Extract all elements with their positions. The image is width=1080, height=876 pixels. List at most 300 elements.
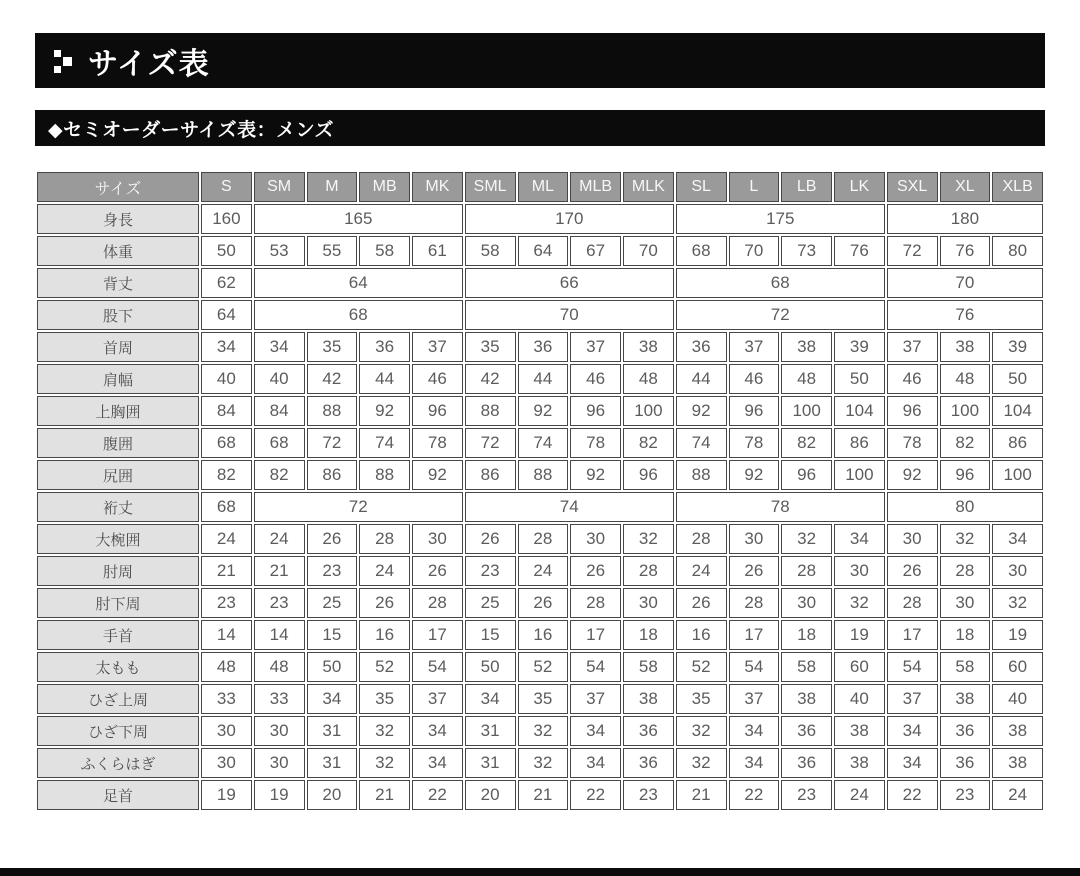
size-value-cell: 72 <box>254 492 463 522</box>
measurement-label: 股下 <box>37 300 199 330</box>
size-value-cell: 22 <box>412 780 463 810</box>
size-value-cell: 50 <box>307 652 358 682</box>
size-value-cell: 33 <box>201 684 252 714</box>
size-value-cell: 80 <box>887 492 1043 522</box>
size-value-cell: 34 <box>465 684 516 714</box>
size-value-cell: 48 <box>781 364 832 394</box>
size-value-cell: 68 <box>676 268 885 298</box>
size-value-cell: 42 <box>307 364 358 394</box>
size-value-cell: 78 <box>729 428 780 458</box>
measurement-label: 足首 <box>37 780 199 810</box>
size-value-cell: 92 <box>570 460 621 490</box>
size-value-cell: 22 <box>570 780 621 810</box>
size-column-header: MLK <box>623 172 674 202</box>
size-value-cell: 175 <box>676 204 885 234</box>
size-value-cell: 92 <box>729 460 780 490</box>
size-value-cell: 34 <box>254 332 305 362</box>
size-value-cell: 160 <box>201 204 252 234</box>
size-value-cell: 39 <box>834 332 885 362</box>
size-value-cell: 36 <box>623 716 674 746</box>
size-value-cell: 70 <box>623 236 674 266</box>
size-value-cell: 70 <box>887 268 1043 298</box>
size-column-header: LB <box>781 172 832 202</box>
size-value-cell: 58 <box>623 652 674 682</box>
size-value-cell: 23 <box>201 588 252 618</box>
size-value-cell: 18 <box>623 620 674 650</box>
size-value-cell: 68 <box>254 300 463 330</box>
size-value-cell: 96 <box>729 396 780 426</box>
size-value-cell: 100 <box>623 396 674 426</box>
size-value-cell: 86 <box>465 460 516 490</box>
size-value-cell: 34 <box>412 716 463 746</box>
size-value-cell: 82 <box>201 460 252 490</box>
size-value-cell: 36 <box>940 716 991 746</box>
size-value-cell: 38 <box>623 332 674 362</box>
size-value-cell: 86 <box>307 460 358 490</box>
size-value-cell: 74 <box>676 428 727 458</box>
size-value-cell: 23 <box>940 780 991 810</box>
size-value-cell: 30 <box>254 748 305 778</box>
size-value-cell: 68 <box>254 428 305 458</box>
size-value-cell: 37 <box>887 332 938 362</box>
size-value-cell: 42 <box>465 364 516 394</box>
size-value-cell: 74 <box>465 492 674 522</box>
size-value-cell: 32 <box>359 748 410 778</box>
size-value-cell: 23 <box>465 556 516 586</box>
size-value-cell: 74 <box>518 428 569 458</box>
size-value-cell: 39 <box>992 332 1043 362</box>
size-value-cell: 78 <box>412 428 463 458</box>
table-row <box>37 748 1043 778</box>
size-value-cell: 23 <box>307 556 358 586</box>
size-value-cell: 72 <box>887 236 938 266</box>
size-table-body <box>37 204 1043 810</box>
table-row <box>37 236 1043 266</box>
section-title-bar <box>35 110 1045 146</box>
size-value-cell: 34 <box>729 748 780 778</box>
size-value-cell: 96 <box>781 460 832 490</box>
size-value-cell: 92 <box>887 460 938 490</box>
size-value-cell: 48 <box>940 364 991 394</box>
size-value-cell: 23 <box>254 588 305 618</box>
size-value-cell: 38 <box>781 684 832 714</box>
size-value-cell: 58 <box>940 652 991 682</box>
size-column-header: M <box>307 172 358 202</box>
size-value-cell: 30 <box>729 524 780 554</box>
size-value-cell: 52 <box>676 652 727 682</box>
size-value-cell: 19 <box>992 620 1043 650</box>
size-value-cell: 37 <box>729 332 780 362</box>
measurement-label: ふくらはぎ <box>37 748 199 778</box>
size-value-cell: 61 <box>412 236 463 266</box>
size-column-header: MK <box>412 172 463 202</box>
size-value-cell: 44 <box>518 364 569 394</box>
size-value-cell: 19 <box>834 620 885 650</box>
size-value-cell: 28 <box>676 524 727 554</box>
size-value-cell: 37 <box>412 684 463 714</box>
table-row <box>37 396 1043 426</box>
table-row <box>37 332 1043 362</box>
size-value-cell: 50 <box>465 652 516 682</box>
size-value-cell: 60 <box>834 652 885 682</box>
size-value-cell: 17 <box>887 620 938 650</box>
size-value-cell: 23 <box>781 780 832 810</box>
size-value-cell: 37 <box>570 684 621 714</box>
size-value-cell: 25 <box>307 588 358 618</box>
size-value-cell: 20 <box>307 780 358 810</box>
size-value-cell: 37 <box>729 684 780 714</box>
measurement-label: 肘周 <box>37 556 199 586</box>
size-value-cell: 26 <box>412 556 463 586</box>
size-value-cell: 50 <box>201 236 252 266</box>
size-value-cell: 36 <box>781 748 832 778</box>
size-value-cell: 23 <box>623 780 674 810</box>
measurement-label: 大椀囲 <box>37 524 199 554</box>
size-value-cell: 32 <box>676 716 727 746</box>
size-value-cell: 18 <box>781 620 832 650</box>
size-value-cell: 38 <box>623 684 674 714</box>
size-column-header: SXL <box>887 172 938 202</box>
size-value-cell: 16 <box>676 620 727 650</box>
size-value-cell: 32 <box>992 588 1043 618</box>
size-value-cell: 32 <box>518 716 569 746</box>
table-row <box>37 588 1043 618</box>
size-value-cell: 16 <box>518 620 569 650</box>
size-value-cell: 46 <box>729 364 780 394</box>
size-value-cell: 50 <box>834 364 885 394</box>
size-value-cell: 78 <box>887 428 938 458</box>
size-value-cell: 36 <box>623 748 674 778</box>
size-value-cell: 37 <box>412 332 463 362</box>
size-value-cell: 38 <box>992 716 1043 746</box>
size-value-cell: 28 <box>412 588 463 618</box>
size-value-cell: 24 <box>518 556 569 586</box>
size-value-cell: 28 <box>518 524 569 554</box>
size-value-cell: 30 <box>940 588 991 618</box>
size-value-cell: 34 <box>887 716 938 746</box>
size-value-cell: 38 <box>781 332 832 362</box>
size-value-cell: 54 <box>412 652 463 682</box>
size-value-cell: 44 <box>359 364 410 394</box>
size-value-cell: 48 <box>201 652 252 682</box>
size-value-cell: 165 <box>254 204 463 234</box>
size-value-cell: 36 <box>359 332 410 362</box>
size-value-cell: 70 <box>729 236 780 266</box>
size-value-cell: 36 <box>781 716 832 746</box>
size-value-cell: 28 <box>887 588 938 618</box>
table-row <box>37 492 1043 522</box>
size-value-cell: 88 <box>359 460 410 490</box>
size-value-cell: 96 <box>623 460 674 490</box>
size-value-cell: 74 <box>359 428 410 458</box>
size-value-cell: 34 <box>570 748 621 778</box>
size-value-cell: 24 <box>254 524 305 554</box>
size-value-cell: 30 <box>201 716 252 746</box>
size-value-cell: 35 <box>307 332 358 362</box>
size-value-cell: 64 <box>254 268 463 298</box>
size-value-cell: 18 <box>940 620 991 650</box>
size-value-cell: 46 <box>570 364 621 394</box>
size-value-cell: 96 <box>570 396 621 426</box>
size-column-header: SL <box>676 172 727 202</box>
size-value-cell: 32 <box>359 716 410 746</box>
size-value-cell: 84 <box>201 396 252 426</box>
measurement-label: 上胸囲 <box>37 396 199 426</box>
size-value-cell: 20 <box>465 780 516 810</box>
table-row <box>37 716 1043 746</box>
size-value-cell: 40 <box>992 684 1043 714</box>
size-value-cell: 24 <box>676 556 727 586</box>
size-value-cell: 76 <box>940 236 991 266</box>
size-value-cell: 78 <box>570 428 621 458</box>
size-value-cell: 88 <box>307 396 358 426</box>
size-value-cell: 30 <box>254 716 305 746</box>
size-value-cell: 40 <box>834 684 885 714</box>
size-value-cell: 58 <box>465 236 516 266</box>
size-value-cell: 76 <box>834 236 885 266</box>
size-value-cell: 78 <box>676 492 885 522</box>
measurement-label: 首周 <box>37 332 199 362</box>
size-value-cell: 82 <box>623 428 674 458</box>
size-value-cell: 72 <box>465 428 516 458</box>
size-table-corner-header: サイズ <box>37 172 199 202</box>
table-row <box>37 268 1043 298</box>
size-value-cell: 40 <box>254 364 305 394</box>
size-value-cell: 32 <box>676 748 727 778</box>
size-value-cell: 58 <box>359 236 410 266</box>
size-value-cell: 100 <box>940 396 991 426</box>
size-column-header: S <box>201 172 252 202</box>
size-value-cell: 21 <box>359 780 410 810</box>
size-value-cell: 60 <box>992 652 1043 682</box>
size-value-cell: 28 <box>570 588 621 618</box>
measurement-label: 肩幅 <box>37 364 199 394</box>
size-value-cell: 64 <box>201 300 252 330</box>
size-value-cell: 38 <box>940 332 991 362</box>
next-section-bar-cropped <box>0 868 1080 876</box>
size-value-cell: 26 <box>570 556 621 586</box>
measurement-label: 腹囲 <box>37 428 199 458</box>
size-value-cell: 30 <box>834 556 885 586</box>
table-row <box>37 684 1043 714</box>
measurement-label: 体重 <box>37 236 199 266</box>
size-value-cell: 54 <box>570 652 621 682</box>
size-value-cell: 28 <box>729 588 780 618</box>
size-value-cell: 21 <box>518 780 569 810</box>
size-value-cell: 44 <box>676 364 727 394</box>
size-value-cell: 26 <box>307 524 358 554</box>
size-value-cell: 31 <box>465 748 516 778</box>
size-value-cell: 64 <box>518 236 569 266</box>
size-value-cell: 30 <box>570 524 621 554</box>
size-value-cell: 46 <box>412 364 463 394</box>
size-value-cell: 88 <box>676 460 727 490</box>
size-value-cell: 24 <box>834 780 885 810</box>
size-value-cell: 34 <box>992 524 1043 554</box>
table-row <box>37 780 1043 810</box>
size-value-cell: 19 <box>254 780 305 810</box>
section-title: ◆セミオーダーサイズ表：メンズ <box>48 119 335 141</box>
measurement-label: ひざ下周 <box>37 716 199 746</box>
table-row <box>37 428 1043 458</box>
size-value-cell: 32 <box>623 524 674 554</box>
size-value-cell: 26 <box>465 524 516 554</box>
size-column-header: ML <box>518 172 569 202</box>
size-value-cell: 58 <box>781 652 832 682</box>
size-value-cell: 28 <box>940 556 991 586</box>
size-value-cell: 66 <box>465 268 674 298</box>
size-value-cell: 17 <box>412 620 463 650</box>
size-value-cell: 26 <box>887 556 938 586</box>
size-value-cell: 46 <box>887 364 938 394</box>
size-value-cell: 19 <box>201 780 252 810</box>
size-value-cell: 26 <box>729 556 780 586</box>
size-value-cell: 82 <box>940 428 991 458</box>
size-value-cell: 35 <box>359 684 410 714</box>
size-value-cell: 67 <box>570 236 621 266</box>
size-value-cell: 30 <box>623 588 674 618</box>
size-value-cell: 72 <box>676 300 885 330</box>
size-value-cell: 15 <box>307 620 358 650</box>
size-value-cell: 170 <box>465 204 674 234</box>
size-value-cell: 72 <box>307 428 358 458</box>
size-value-cell: 92 <box>359 396 410 426</box>
size-value-cell: 30 <box>992 556 1043 586</box>
size-value-cell: 24 <box>359 556 410 586</box>
size-value-cell: 84 <box>254 396 305 426</box>
size-value-cell: 32 <box>518 748 569 778</box>
size-value-cell: 25 <box>465 588 516 618</box>
size-value-cell: 37 <box>887 684 938 714</box>
table-row <box>37 300 1043 330</box>
size-value-cell: 24 <box>201 524 252 554</box>
size-column-header: MLB <box>570 172 621 202</box>
size-value-cell: 70 <box>465 300 674 330</box>
size-value-cell: 96 <box>887 396 938 426</box>
size-value-cell: 17 <box>570 620 621 650</box>
size-value-cell: 30 <box>412 524 463 554</box>
table-row <box>37 364 1043 394</box>
size-value-cell: 55 <box>307 236 358 266</box>
size-value-cell: 92 <box>412 460 463 490</box>
size-column-header: LK <box>834 172 885 202</box>
size-value-cell: 38 <box>834 716 885 746</box>
page-title-bar <box>35 33 1045 88</box>
size-value-cell: 36 <box>676 332 727 362</box>
size-value-cell: 52 <box>518 652 569 682</box>
size-value-cell: 38 <box>940 684 991 714</box>
measurement-label: 背丈 <box>37 268 199 298</box>
measurement-label: 裄丈 <box>37 492 199 522</box>
table-row <box>37 652 1043 682</box>
size-value-cell: 104 <box>834 396 885 426</box>
size-value-cell: 180 <box>887 204 1043 234</box>
table-row <box>37 204 1043 234</box>
size-value-cell: 35 <box>465 332 516 362</box>
measurement-label: 手首 <box>37 620 199 650</box>
size-value-cell: 50 <box>992 364 1043 394</box>
size-value-cell: 86 <box>992 428 1043 458</box>
size-value-cell: 30 <box>887 524 938 554</box>
size-value-cell: 100 <box>992 460 1043 490</box>
size-value-cell: 86 <box>834 428 885 458</box>
size-value-cell: 52 <box>359 652 410 682</box>
size-value-cell: 73 <box>781 236 832 266</box>
size-value-cell: 53 <box>254 236 305 266</box>
size-value-cell: 62 <box>201 268 252 298</box>
size-value-cell: 21 <box>676 780 727 810</box>
size-column-header: XL <box>940 172 991 202</box>
size-value-cell: 26 <box>676 588 727 618</box>
size-value-cell: 80 <box>992 236 1043 266</box>
size-value-cell: 35 <box>676 684 727 714</box>
size-value-cell: 22 <box>729 780 780 810</box>
size-column-header: XLB <box>992 172 1043 202</box>
size-value-cell: 30 <box>781 588 832 618</box>
table-row <box>37 556 1043 586</box>
size-value-cell: 33 <box>254 684 305 714</box>
size-value-cell: 34 <box>307 684 358 714</box>
size-value-cell: 92 <box>518 396 569 426</box>
size-value-cell: 32 <box>940 524 991 554</box>
size-value-cell: 68 <box>201 492 252 522</box>
size-value-cell: 26 <box>359 588 410 618</box>
size-value-cell: 31 <box>307 748 358 778</box>
pixel-arrow-icon <box>53 47 75 74</box>
table-row <box>37 460 1043 490</box>
size-value-cell: 15 <box>465 620 516 650</box>
size-value-cell: 31 <box>307 716 358 746</box>
size-value-cell: 96 <box>412 396 463 426</box>
size-value-cell: 28 <box>623 556 674 586</box>
size-value-cell: 68 <box>201 428 252 458</box>
size-value-cell: 100 <box>781 396 832 426</box>
size-value-cell: 40 <box>201 364 252 394</box>
size-value-cell: 28 <box>359 524 410 554</box>
size-value-cell: 38 <box>834 748 885 778</box>
size-value-cell: 26 <box>518 588 569 618</box>
size-column-header: SM <box>254 172 305 202</box>
size-value-cell: 104 <box>992 396 1043 426</box>
size-value-cell: 21 <box>201 556 252 586</box>
size-value-cell: 68 <box>676 236 727 266</box>
measurement-label: 身長 <box>37 204 199 234</box>
size-value-cell: 88 <box>518 460 569 490</box>
table-row <box>37 620 1043 650</box>
size-header-row <box>37 172 1043 202</box>
size-value-cell: 96 <box>940 460 991 490</box>
size-value-cell: 14 <box>254 620 305 650</box>
size-value-cell: 17 <box>729 620 780 650</box>
size-value-cell: 48 <box>623 364 674 394</box>
measurement-label: 肘下周 <box>37 588 199 618</box>
measurement-label: 尻囲 <box>37 460 199 490</box>
size-value-cell: 82 <box>254 460 305 490</box>
size-value-cell: 30 <box>201 748 252 778</box>
size-value-cell: 35 <box>518 684 569 714</box>
size-table <box>35 170 1045 812</box>
size-value-cell: 34 <box>412 748 463 778</box>
size-value-cell: 37 <box>570 332 621 362</box>
measurement-label: 太もも <box>37 652 199 682</box>
size-value-cell: 28 <box>781 556 832 586</box>
size-value-cell: 22 <box>887 780 938 810</box>
size-value-cell: 38 <box>992 748 1043 778</box>
size-value-cell: 14 <box>201 620 252 650</box>
size-value-cell: 54 <box>887 652 938 682</box>
size-value-cell: 34 <box>834 524 885 554</box>
table-row <box>37 524 1043 554</box>
